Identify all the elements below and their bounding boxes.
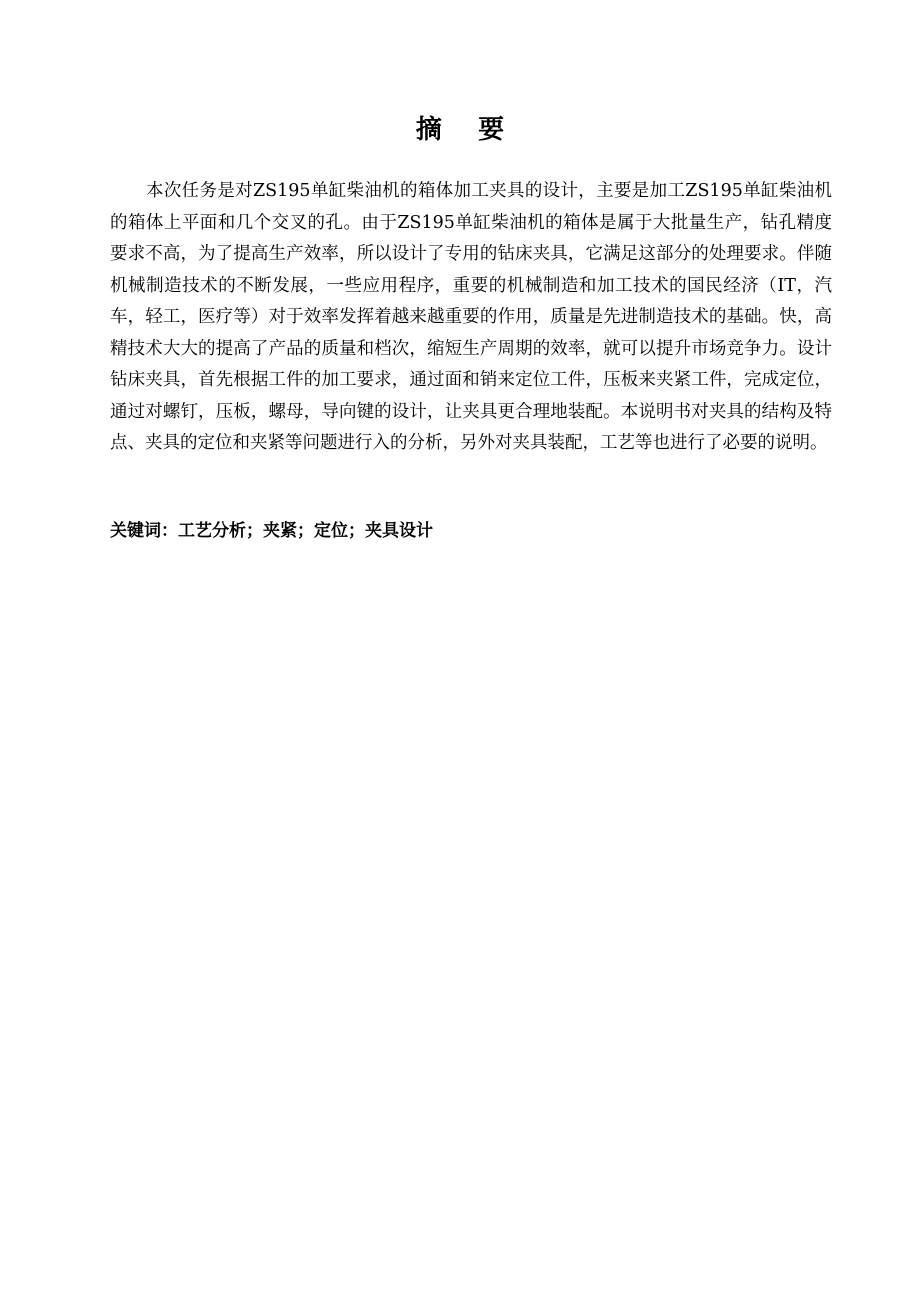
abstract-paragraph: 本次任务是对ZS195单缸柴油机的箱体加工夹具的设计，主要是加工ZS195单缸柴油机的箱体上平面和几个交叉的孔。由于ZS195单缸柴油机的箱体是属于大批量生产，钻孔精度要求不高，为了提高生产效率，所以设计了专用的钻床夹具，它满足这部分的处理要求。伴随机械制造技术的不断发展，一些应用程序，重要的机械制造和加工技术的国民经济（IT，汽车，轻工，医疗等）对于效率发挥着越来越重要的作用，质量是先进制造技术的基础。快，高精技术大大的提高了产品的质量和档次，缩短生产周期的效率，就可以提升市场竞争力。设计钻床夹具，首先根据工件的加工要求，通过面和销来定位工件，压板来夹紧工件，完成定位，通过对螺钉，压板，螺母，导向键的设计，让夹具更合理地装配。本说明书对夹具的结构及特点、夹具的定位和夹紧等问题进行入的分析，另外对夹具装配，工艺等也进行了必要的说明。 bbox=[110, 181, 832, 453]
abstract-title: 摘 要 bbox=[415, 115, 505, 145]
keywords-line: 关键词：工艺分析；夹紧；定位；夹具设计 bbox=[110, 521, 433, 541]
